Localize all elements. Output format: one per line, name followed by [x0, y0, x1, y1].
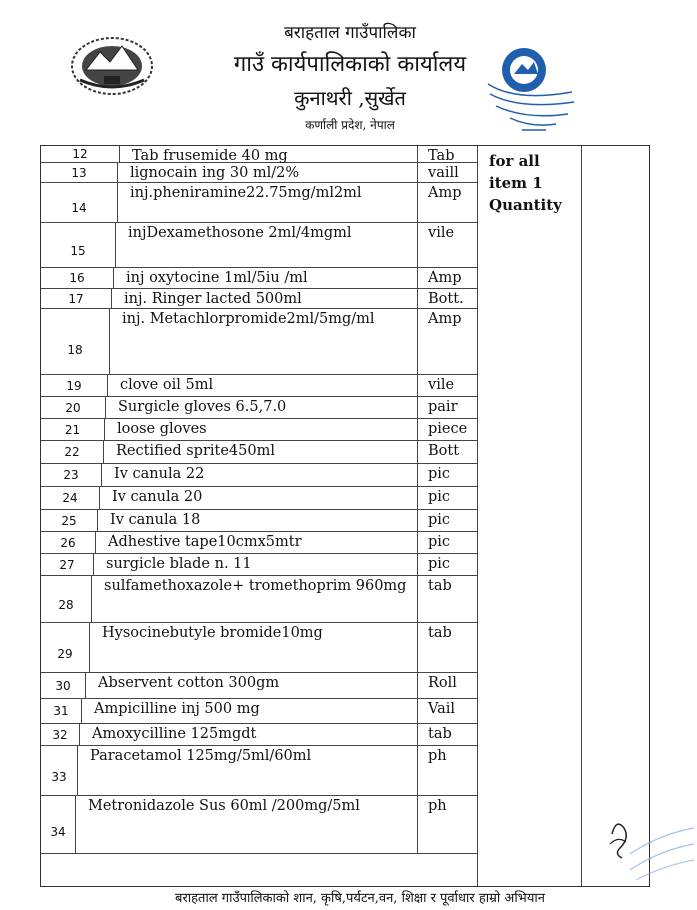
item-unit: tab: [417, 724, 477, 745]
item-name: Rectified sprite450ml: [103, 441, 419, 463]
item-name: Surgicle gloves 6.5,7.0: [105, 397, 419, 418]
item-unit: Amp: [417, 309, 477, 374]
row-number: 33: [51, 769, 67, 784]
row-number: 19: [66, 378, 82, 393]
item-name: Hysocinebutyle bromide10mg: [89, 623, 419, 672]
quantity-note-line: Quantity: [489, 196, 562, 214]
table-row: [41, 183, 477, 223]
table-row: [41, 532, 477, 554]
item-name: lignocain ing 30 ml/2%: [117, 163, 419, 182]
row-number: 12: [72, 147, 88, 161]
table-row: [41, 268, 477, 289]
table-row: [41, 724, 477, 746]
table-row: [41, 699, 477, 724]
item-unit: pic: [417, 464, 477, 486]
item-name: sulfamethoxazole+ tromethoprim 960mg: [91, 576, 419, 622]
table-row: [41, 419, 477, 441]
item-name: Iv canula 18: [97, 510, 419, 531]
table-row: [41, 576, 477, 623]
item-unit: vile: [417, 223, 477, 267]
table-row: [41, 375, 477, 397]
table-row: [41, 623, 477, 673]
item-unit: ph: [417, 746, 477, 795]
row-number: 25: [61, 513, 77, 528]
item-name: Paracetamol 125mg/5ml/60ml: [77, 746, 419, 795]
row-number: 24: [62, 491, 78, 505]
item-name: Amoxycilline 125mgdt: [79, 724, 419, 745]
item-name: Tab frusemide 40 mg: [119, 146, 419, 162]
table-row: [41, 146, 477, 163]
item-name: inj.pheniramine22.75mg/ml2ml: [117, 183, 419, 222]
row-number: 16: [69, 271, 85, 285]
row-number: 28: [58, 597, 74, 612]
item-unit: vaill: [417, 163, 477, 182]
table-row: [41, 163, 477, 183]
column-divider: [581, 146, 582, 886]
row-number: 30: [55, 678, 71, 693]
item-unit: Amp: [417, 183, 477, 222]
municipality-name: बराहताल गाउँपालिका: [284, 23, 416, 43]
item-unit: Bott.: [417, 289, 477, 308]
item-unit: pic: [417, 532, 477, 553]
item-unit: piece: [417, 419, 477, 440]
row-number: 13: [71, 165, 87, 180]
item-name: Metronidazole Sus 60ml /200mg/5ml: [75, 796, 419, 853]
item-unit: pair: [417, 397, 477, 418]
item-unit: Amp: [417, 268, 477, 288]
letterhead: [0, 0, 697, 145]
row-number: 18: [67, 342, 83, 357]
quantity-note: [489, 150, 609, 216]
table-row: [41, 309, 477, 375]
table-row: [41, 223, 477, 268]
row-number: 22: [64, 445, 80, 459]
item-name: loose gloves: [104, 419, 419, 440]
table-row: [41, 289, 477, 309]
table-row: [41, 464, 477, 487]
row-number: 27: [59, 557, 75, 572]
item-unit: pic: [417, 554, 477, 575]
footer-slogan: बराहताल गाउँपालिकाको शान, कृषि,पर्यटन,वन, शिक्षा र पूर्वाधार हाम्रो अभियान: [175, 891, 545, 906]
item-name: Iv canula 22: [101, 464, 419, 486]
table-row: [41, 441, 477, 464]
item-unit: vile: [417, 375, 477, 396]
item-name: Adhestive tape10cmx5mtr: [95, 532, 419, 553]
item-name: surgicle blade n. 11: [93, 554, 419, 575]
row-number: 31: [53, 704, 69, 718]
item-unit: ph: [417, 796, 477, 853]
item-unit: Vail: [417, 699, 477, 723]
row-number: 15: [70, 243, 86, 258]
item-name: Ampicilline inj 500 mg: [81, 699, 419, 723]
quantity-note-line: item 1: [489, 174, 543, 192]
item-unit: Tab: [417, 146, 477, 162]
item-unit: pic: [417, 510, 477, 531]
table-row: [41, 397, 477, 419]
row-number: 14: [71, 200, 87, 215]
table-row: [41, 510, 477, 532]
item-name: clove oil 5ml: [107, 375, 419, 396]
row-number: 26: [60, 535, 76, 550]
row-number: 34: [50, 824, 66, 839]
item-unit: tab: [417, 623, 477, 672]
item-name: inj oxytocine 1ml/5iu /ml: [113, 268, 419, 288]
item-unit: Roll: [417, 673, 477, 698]
item-unit: Bott: [417, 441, 477, 463]
item-name: inj. Ringer lacted 500ml: [111, 289, 419, 308]
province-name: कर्णाली प्रदेश, नेपाल: [305, 118, 395, 132]
signature-stamp-icon: [600, 814, 695, 888]
office-name: गाउँ कार्यपालिकाको कार्यालय: [233, 52, 467, 77]
item-name: Iv canula 20: [99, 487, 419, 509]
item-name: injDexamethosone 2ml/4mgml: [115, 223, 419, 267]
item-name: inj. Metachlorpromide2ml/5mg/ml: [109, 309, 419, 374]
office-location: कुनाथरी ,सुर्खेत: [294, 86, 406, 110]
government-emblem-icon: [66, 28, 158, 98]
table-row: [41, 487, 477, 510]
row-number: 17: [68, 291, 84, 306]
items-table: [40, 145, 650, 887]
row-number: 21: [64, 422, 81, 437]
table-row: [41, 554, 477, 576]
item-name: Abservent cotton 300gm: [85, 673, 419, 698]
item-unit: pic: [417, 487, 477, 509]
municipality-seal-icon: [476, 44, 580, 140]
table-row: [41, 673, 477, 699]
row-number: 23: [63, 468, 79, 482]
row-number: 32: [52, 727, 68, 742]
row-number: 29: [57, 646, 73, 661]
quantity-note-line: for all: [489, 152, 540, 170]
row-number: 20: [65, 400, 81, 415]
table-row: [41, 746, 477, 796]
column-divider: [477, 146, 478, 886]
item-unit: tab: [417, 576, 477, 622]
table-row: [41, 796, 477, 854]
